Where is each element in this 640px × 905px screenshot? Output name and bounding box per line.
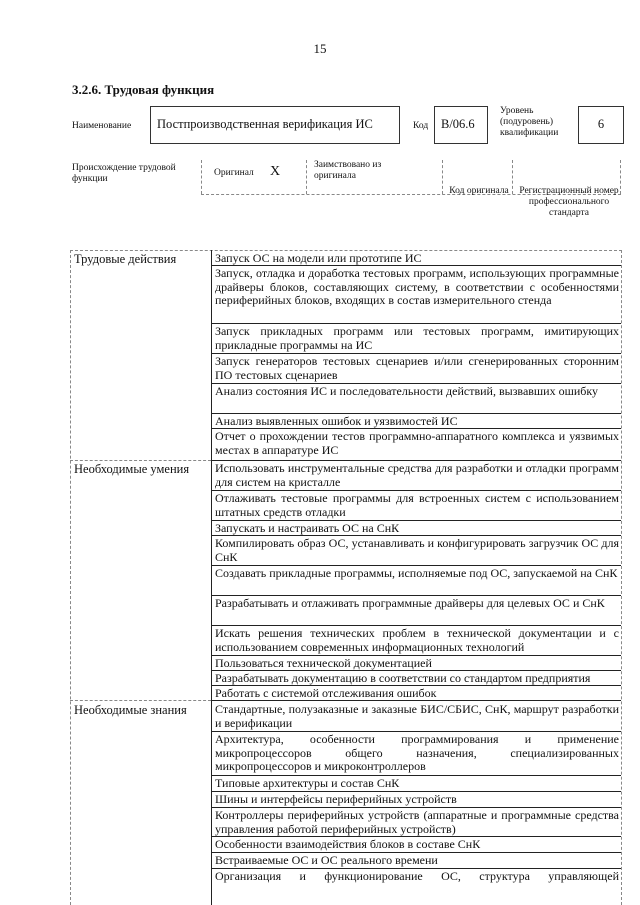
action-item: Запуск ОС на модели или прототипе ИС bbox=[215, 251, 422, 265]
skill-item: Отлаживать тестовые программы для встроенных систем с использованием штатных средств отладки bbox=[215, 491, 619, 519]
knowledge-item: Контроллеры периферийных устройств (аппаратные и программные средства управления работой периферийных устройств) bbox=[215, 808, 619, 836]
level-value-box bbox=[578, 106, 624, 144]
name-label: Наименование bbox=[72, 121, 132, 131]
action-item: Запуск прикладных программ или тестовых программ, имитирующих прикладные программы на ИС bbox=[215, 324, 619, 352]
origin-divider-1 bbox=[201, 160, 202, 194]
skill-item: Пользоваться технической документацией bbox=[215, 656, 432, 670]
action-item: Запуск, отладка и доработка тестовых программ, использующих программные драйверы блоков, составляющих систему, в соответствии с особенностями периферийных блоков, входящих в состав измерительного стенда bbox=[215, 266, 619, 307]
skills-label: Необходимые умения bbox=[74, 462, 190, 476]
skill-item: Запускать и настраивать ОС на СнК bbox=[215, 521, 400, 535]
original-mark: X bbox=[270, 164, 281, 179]
origin-divider-2 bbox=[306, 160, 307, 194]
skill-item: Компилировать образ ОС, устанавливать и конфигурировать загрузчик ОС для СнК bbox=[215, 536, 619, 564]
origin-divider-5 bbox=[620, 160, 621, 194]
knowledge-item: Стандартные, полузаказные и заказные БИС/СБИС, СнК, маршрут разработки и верификации bbox=[215, 702, 619, 730]
skill-item: Искать решения технических проблем в технической документации и с использованием современных информационных технологий bbox=[215, 626, 619, 654]
knowledge-item: Встраиваемые ОС и ОС реального времени bbox=[215, 853, 438, 867]
code-label: Код bbox=[413, 121, 429, 131]
knowledge-item: Типовые архитектуры и состав СнК bbox=[215, 776, 400, 790]
actions-label: Трудовые действия bbox=[74, 252, 177, 266]
skills-separator bbox=[70, 460, 211, 461]
knowledge-item: Архитектура, особенности программирования и применение микропроцессоров общего назначения, специализированных микропроцессоров и микроконтроллеров bbox=[215, 732, 619, 773]
origin-divider-3 bbox=[442, 160, 443, 194]
row-line bbox=[211, 868, 621, 869]
code-value-box bbox=[434, 106, 488, 144]
level-value: 6 bbox=[597, 117, 605, 131]
action-item: Анализ выявленных ошибок и уязвимостей ИС bbox=[215, 414, 458, 428]
knowledge-item: Организация и функционирование ОС, структура управляющей bbox=[215, 870, 619, 883]
code-caption: Код оригинала bbox=[449, 186, 509, 196]
action-item: Анализ состояния ИС и последовательности действий, вызвавших ошибку bbox=[215, 384, 599, 398]
origin-label: Происхождение трудовой функции bbox=[72, 163, 176, 184]
skill-item: Создавать прикладные программы, исполняемые под ОС, запускаемой на СнК bbox=[215, 566, 618, 580]
section-title: 3.2.6. Трудовая функция bbox=[72, 82, 215, 97]
code-value: B/06.6 bbox=[441, 117, 475, 131]
skill-item: Использовать инструментальные средства для разработки и отладки программ для систем на кристалле bbox=[215, 461, 619, 489]
level-label: Уровень (подуровень) квалификации bbox=[500, 106, 559, 138]
action-item: Запуск генераторов тестовых сценариев и/или сгенерированных сторонним ПО тестовых сценариев bbox=[215, 354, 619, 382]
page-number: 15 bbox=[313, 41, 327, 56]
knowledge-label: Необходимые знания bbox=[74, 703, 187, 717]
table-right-line bbox=[621, 250, 622, 905]
regnum-caption: Регистрационный номер профессионального стандарта bbox=[519, 186, 619, 218]
skill-item: Работать с системой отслеживания ошибок bbox=[215, 686, 437, 700]
name-value-box bbox=[150, 106, 400, 144]
knowledge-item: Особенности взаимодействия блоков в составе СнК bbox=[215, 837, 481, 851]
skill-item: Разрабатывать и отлаживать программные драйверы для целевых ОС и СнК bbox=[215, 596, 605, 610]
original-label: Оригинал bbox=[214, 168, 254, 178]
skill-item: Разрабатывать документацию в соответствии со стандартом предприятия bbox=[215, 671, 591, 685]
row-line bbox=[211, 700, 621, 701]
table-left-line bbox=[70, 250, 71, 905]
knowledge-separator bbox=[70, 700, 211, 701]
name-value: Постпроизводственная верификация ИС bbox=[157, 117, 373, 131]
borrowed-label: Заимствовано из оригинала bbox=[314, 160, 382, 181]
knowledge-item: Шины и интерфейсы периферийных устройств bbox=[215, 792, 457, 806]
action-item: Отчет о прохождении тестов программно-аппаратного комплекса и уязвимых местах в аппаратуре ИС bbox=[215, 429, 619, 457]
